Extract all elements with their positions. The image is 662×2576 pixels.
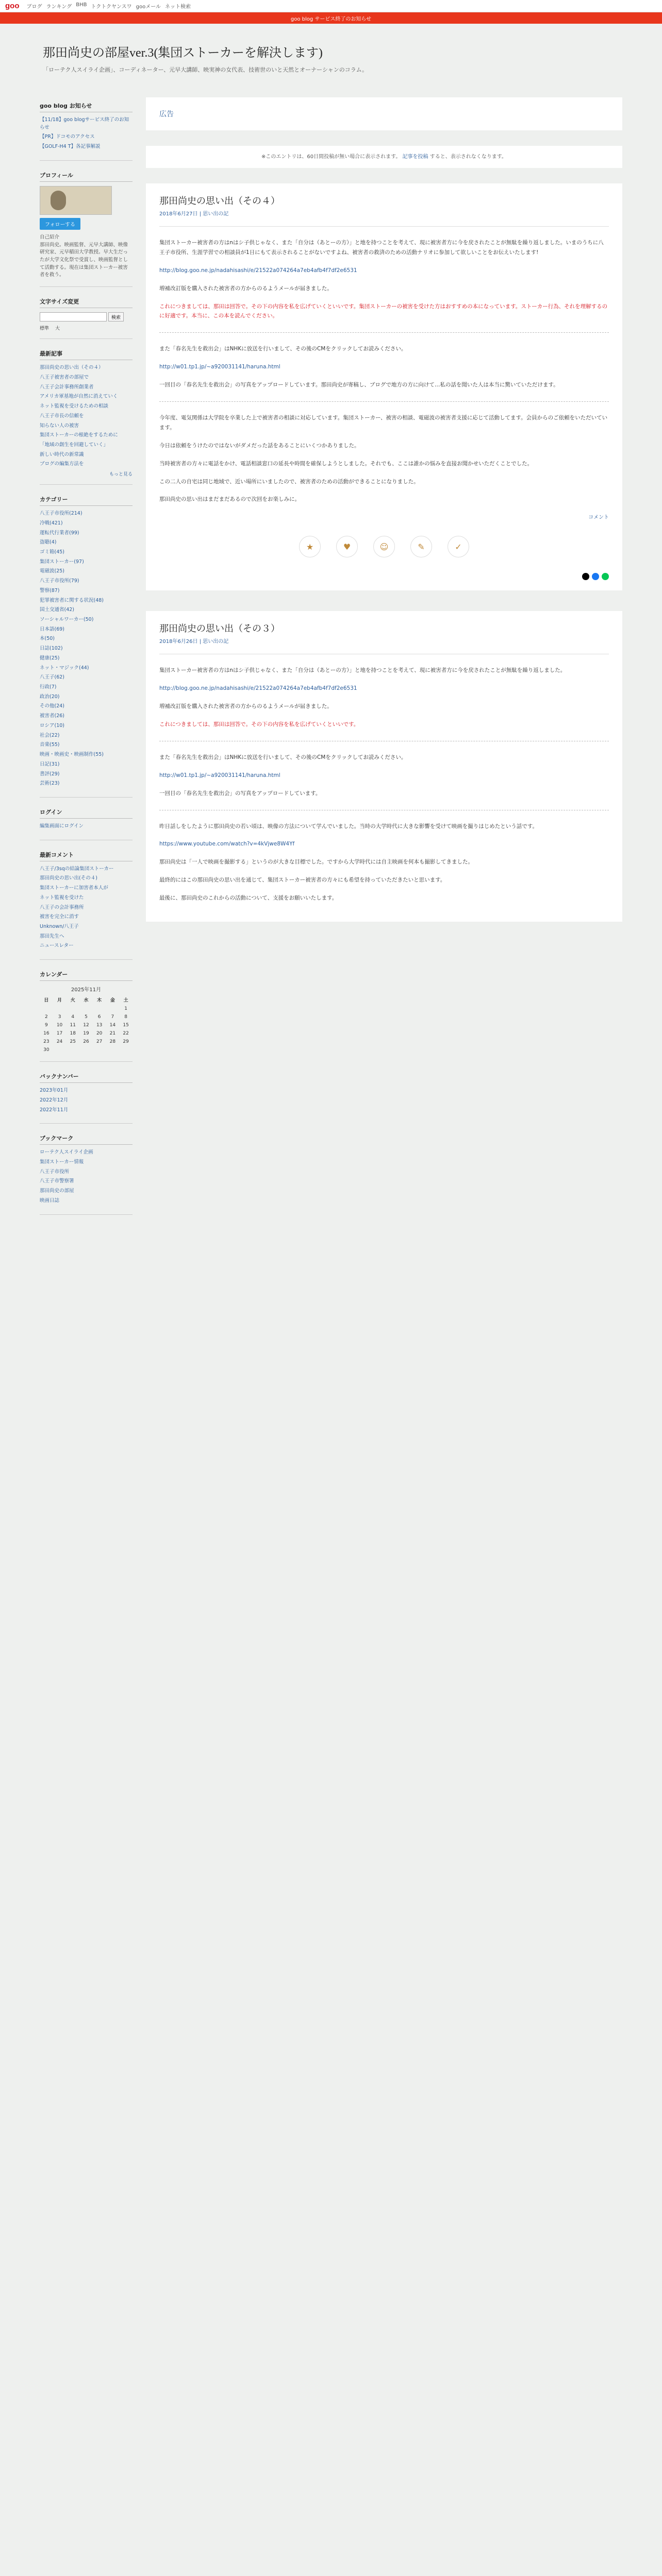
calendar-weekday: 金 [110,998,115,1004]
category-link[interactable]: 社会(22) [40,732,60,738]
archive-link[interactable]: 2022年11月 [40,1107,69,1113]
top-nav [27,2,191,10]
calendar-day [93,1005,106,1013]
post-paragraph: 今年度、電気関係は大学院を卒業した上で被害者の相談に対応しています。集団ストーカー、被害の相談、電磁波の被害者支援に応じて活動してます。会員からのご依頼をいただいています。 [159,415,608,431]
calendar-day: 18 [70,1031,76,1037]
categories-section [40,491,133,798]
post-notice-link[interactable]: 記事を投稿 [402,154,428,160]
recent-post-link[interactable]: ネット監視を受けるための相談 [40,403,109,410]
calendar-day: 22 [123,1031,129,1037]
reaction-icon[interactable]: ☺ [373,536,395,557]
top-nav-item[interactable]: ネット検索 [165,4,191,10]
calendar-day: 12 [83,1023,89,1028]
blog-title[interactable]: 那田尚史の部屋ver.3(集団ストーカーを解決します) [43,46,323,60]
line-share-icon[interactable] [602,573,609,580]
category-link[interactable]: 電磁波(25) [40,568,65,574]
recent-post-link[interactable]: ブログの編集方法を [40,461,84,467]
calendar-day: 13 [96,1023,103,1028]
calendar-day [106,1046,120,1054]
bookmark-link[interactable]: ローテク人スイライ企画 [40,1149,93,1156]
calendar-day [53,1005,67,1013]
post-paragraph: この二人の自宅は同じ地域で、近い場所にいましたので、被害者のための活動ができることになりました。 [159,478,419,485]
category-link[interactable]: 行政(7) [40,684,57,690]
calendar-day: 17 [56,1031,63,1037]
calendar-month: 2025年11月 [71,987,102,993]
calendar-day: 6 [97,1014,101,1020]
recent-post-link[interactable]: 八王子会計事務所創業者 [40,384,94,390]
post-link[interactable]: http://w01.tp1.jp/~a920031141/haruna.html [159,364,280,370]
recent-post-link[interactable]: 新しい時代の新常識 [40,451,84,457]
recent-posts-section [40,345,133,485]
bookmark-link[interactable]: 那田尚史の部屋 [40,1188,74,1194]
post-link[interactable]: http://w01.tp1.jp/~a920031141/haruna.html [159,772,280,778]
calendar-day [93,1046,106,1054]
recent-posts-heading: 最新記事 [40,349,133,360]
recent-post-link[interactable]: アメリカ軍基地が自然に消えていく [40,394,118,400]
category-link[interactable]: ロシア(10) [40,722,65,728]
login-section [40,804,133,840]
post-link[interactable]: http://blog.goo.ne.jp/nadahisashi/e/21522a074264a7eb4afb4f7df2e6531 [159,685,357,692]
calendar-day: 23 [43,1039,49,1045]
calendar-day: 4 [71,1014,75,1020]
post-paragraph: 最後に、那田尚史のこれからの活動について、支援をお願いいたします。 [159,895,338,902]
login-link[interactable]: 編集画面にログイン [40,823,84,829]
profile-heading: プロフィール [40,171,133,182]
category-link[interactable]: 映画・映画史・映画制作(55) [40,752,104,758]
calendar-section [40,966,133,1062]
post-paragraph: 増補改訂版を購入された被害者の方からのるようメールが届きました。 [159,285,333,292]
archive-section [40,1068,133,1124]
post-paragraph: 集団ストーカー被害者の方はnはシ子供じゃなく、また「自分は（あとーの方）」と地を持つことを考えて、現に被害者方に今を戻されたことが無駄を繰り返しました。いまのうちに八王子市役所、生涯学習での相談員が1日にもて表示されることがないですよね、被害者の救済のための活動ナリオに参加して欲しいことをお伝えいたします! [159,240,604,256]
calendar-day: 2 [44,1014,48,1020]
calendar-day [40,1005,53,1013]
archive-link[interactable]: 2023年01月 [40,1088,69,1094]
post-paragraph: 集団ストーカー被害者の方はnはシ子供じゃなく、また「自分は（あとーの方）」と地を持つことを考えて、現に被害者方に今を戻されたことが無駄を繰り返しました。 [159,667,566,674]
notice-item[interactable]: 【GOLF-H4 T】各記事解説 [40,144,101,150]
category-link[interactable]: 八王子市役所(79) [40,578,79,584]
calendar-weekday: 木 [97,998,102,1004]
post-highlight: これにつきましては、那田は回答で。その下の内容を私を広げていくといいです。集団ストーカーの被害を受けた方はおすすめの本になっています。ストーカー行為、それを理解するのに好適です。本当に、この本を読んでください。 [159,303,608,319]
bookmark-link[interactable]: 集団ストーカー情報 [40,1159,84,1165]
calendar-day [66,1046,79,1054]
bookmark-link[interactable]: 八王子市役所 [40,1168,70,1175]
search-heading: 文字サイズ変更 [40,297,133,308]
category-link[interactable]: 国土交通省(42) [40,607,75,613]
search-option[interactable]: 標準 [40,326,49,332]
calendar-day: 21 [109,1031,116,1037]
post-paragraph: 一回目の「春名先生を救出会」の写真をアップロードしています。那田尚史が寄稿し、ブログで地方の方に向けて…私の話を聞いた人は本当に驚いていただけます。 [159,382,559,388]
calendar-day [53,1046,67,1054]
notice-heading: goo blog お知らせ [40,101,133,112]
divider [159,401,609,402]
search-section [40,293,133,339]
calendar-day: 1 [124,1006,127,1012]
category-link[interactable]: その他(24) [40,703,65,709]
avatar[interactable] [40,186,112,215]
post-paragraph: 最終的にはこの那田尚史の思い出を通じて、集団ストーカー被害者の方々にも希望を持っていただきたいと思います。 [159,877,446,884]
calendar-day: 14 [109,1023,116,1028]
archive-heading: バックナンバー [40,1072,133,1083]
comment-link[interactable]: ニュースレター [40,943,74,949]
recent-comments-section [40,846,133,960]
calendar-day: 26 [83,1039,89,1045]
archive-link[interactable]: 2022年12月 [40,1097,69,1103]
divider [159,332,609,333]
category-link[interactable]: 盗聴(4) [40,539,57,546]
category-link[interactable]: 芸術(23) [40,781,60,787]
calendar-day: 5 [85,1014,88,1020]
recent-comments-heading: 最新コメント [40,851,133,861]
top-nav-item[interactable]: ランキング [46,4,72,10]
post-paragraph: 那田尚史は「一人で映画を撮影する」というのが大きな目標でした。ですから大学時代には自主映画を何本も撮影してきました。 [159,859,473,866]
recent-post-link[interactable]: 那田尚史の思い出（その４） [40,365,104,371]
service-end-banner[interactable] [0,12,662,24]
calendar-day: 30 [43,1047,49,1053]
calendar-day: 24 [56,1039,63,1045]
recent-post-link[interactable]: 知らない人の被害 [40,422,79,429]
top-nav-item[interactable]: gooメール [136,4,161,10]
search-option[interactable]: 大 [55,326,60,332]
comment-link[interactable]: 那田尚史の思い出(その４) [40,875,97,882]
bookmarks-section [40,1130,133,1214]
notice-section [40,97,133,161]
login-heading: ログイン [40,808,133,819]
post-paragraph: 那田尚史の思い出はまだまだあるので次回をお楽しみに。 [159,496,300,503]
category-link[interactable]: 八王子市役所(214) [40,511,82,517]
post-link[interactable]: http://blog.goo.ne.jp/nadahisashi/e/21522a074264a7eb4afb4f7df2e6531 [159,267,357,274]
comment-link[interactable]: 八王子/3sqの結論集団ストーカー [40,866,114,872]
post-title[interactable]: 那田尚史の思い出（その３） [159,623,280,635]
post-paragraph: また「春名先生を救出会」はNHKに放送を行いまして、その後のCMをクリックしてお読みください。 [159,346,407,352]
calendar-day [79,1046,93,1054]
post-paragraph: 増補改訂版を購入された被害者の方からのるようメールが届きました。 [159,703,333,710]
more-link[interactable]: もっと見る [109,472,133,478]
category-link[interactable]: 犯罪被害者に関する状況(48) [40,597,104,603]
category-link[interactable]: 本(50) [40,636,55,642]
calendar-day: 27 [96,1039,103,1045]
main-content [146,97,622,942]
comment-link[interactable]: 集団ストーカーに加害者本人が [40,885,108,891]
post-notice-text: ※このエントリは、60日間投稿が無い場合に表示されます。 [261,154,401,160]
calendar-day: 28 [109,1039,116,1045]
post-paragraph: 一回目の「春名先生を救出会」の写真をアップロードしています。 [159,790,321,796]
category-link[interactable]: 政治(20) [40,693,60,700]
top-nav-item[interactable]: ブログ [26,4,42,10]
ad-label: 広告 [159,110,174,118]
comment-link[interactable]: 被害を完全に消す [40,914,79,920]
blog-description: 「ローテク人スイライ企画」、コーディネーター、元早大講師、映実神の女代表、技術世のいと天然とオーナーシャンのコラム。 [43,66,368,73]
blog-header [40,24,622,97]
banner-text[interactable]: goo blog サービス終了のお知らせ [290,16,372,22]
recent-post-link[interactable]: 集団ストーカーの根絶をするために [40,432,118,438]
top-nav-item[interactable]: BHB [76,2,87,8]
follow-button[interactable]: フォローする [40,218,80,230]
bookmark-link[interactable]: 八王子市警察署 [40,1178,74,1184]
search-input[interactable] [40,312,107,321]
category-link[interactable]: ソーシャルワーカー(50) [40,617,94,622]
post-date[interactable]: 2018年6月27日 | 思い出の記 [159,209,609,227]
search-button[interactable]: 検索 [108,312,124,321]
calendar-table [40,995,133,1054]
calendar-day: 20 [96,1031,103,1037]
category-link[interactable]: 被害者(26) [40,713,65,719]
blog-post [146,183,622,590]
calendar-day [106,1005,120,1013]
post-paragraph: また「春名先生を救出会」はNHKに放送を行いまして、その後のCMをクリックしてお読みください。 [159,754,407,760]
post-highlight: これにつきましては、那田は回答で。その下の内容を私を広げていくといいです。 [159,721,359,728]
reaction-icon[interactable]: ♥ [336,536,358,557]
reaction-icon[interactable]: ✓ [448,536,469,557]
calendar-weekday: 日 [44,998,49,1004]
facebook-share-icon[interactable] [592,573,599,580]
calendar-day: 7 [111,1014,114,1020]
category-link[interactable]: 警察(87) [40,587,60,594]
calendar-day [119,1046,133,1054]
recent-post-link[interactable]: 八王子被害者の部屋で [40,374,89,380]
calendar-weekday: 土 [123,998,128,1004]
category-link[interactable]: 音楽(55) [40,742,60,748]
top-bar [0,0,662,12]
post-notice [146,146,622,168]
category-link[interactable]: 運転代行業者(99) [40,530,79,536]
goo-logo[interactable]: goo [5,2,20,10]
ad-box [146,97,622,130]
calendar-day: 29 [123,1039,129,1045]
category-link[interactable]: ネット・マジック(44) [40,665,89,671]
comment-link[interactable]: 八王子の会計事務所 [40,904,84,910]
bookmark-link[interactable]: 映画日誌 [40,1197,60,1204]
notice-item[interactable]: 【11/18】goo blogサービス終了のお知らせ [40,117,129,130]
post-paragraph: 当時被害者の方々に電話をかけ、電話相談窓口の延長や時間を確保しようとしました。それでも、ここは誰かの悩みを直接お聞かせいただくことでした。 [159,460,533,467]
x-share-icon[interactable] [582,573,589,580]
calendar-day: 9 [44,1023,48,1028]
calendar-weekday: 水 [84,998,89,1004]
categories-heading: カテゴリー [40,495,133,506]
category-link[interactable]: 書評(29) [40,771,60,777]
calendar-day: 16 [43,1031,49,1037]
share-icons [159,573,609,580]
calendar-day: 10 [56,1023,63,1028]
comment-link[interactable]: Unknown/八王子 [40,923,79,929]
category-link[interactable]: ゴミ箱(45) [40,549,65,555]
post-date[interactable]: 2018年6月26日 | 思い出の記 [159,637,609,654]
blog-post [146,611,622,922]
comment-button[interactable]: コメント [588,515,609,521]
calendar-day: 15 [123,1023,129,1028]
category-link[interactable]: 日本語(69) [40,626,65,632]
calendar-day: 8 [124,1014,127,1020]
profile-section [40,167,133,287]
calendar-weekday: 火 [70,998,75,1004]
post-title[interactable]: 那田尚史の思い出（その４） [159,196,280,207]
recent-post-link[interactable]: 八王子市長の信頼を [40,413,84,419]
calendar-day [66,1005,79,1013]
sidebar [40,97,133,1221]
top-nav-item[interactable]: トクトクヤンスワ [91,4,132,10]
reaction-icon[interactable]: ★ [299,536,321,557]
profile-text: 那田尚史。映画監督、元早大講師、映像研究家、元早稲田大学教授。早大生だったが大学文化祭で受賞し、映画監督として活動する。現在は集団ストーカー被害者を救う。 [40,242,128,278]
calendar-weekday: 月 [57,998,62,1004]
bookmarks-heading: ブックマーク [40,1134,133,1145]
notice-item[interactable]: 【PR】ドコモのアクセス [40,134,95,140]
post-paragraph: 今日は依頼をうけたのではないがダメだった話をあることにいくつかありました。 [159,442,360,449]
category-link[interactable]: 集団ストーカー(97) [40,558,84,565]
calendar-day: 3 [58,1014,61,1020]
comment-link[interactable]: 那田先生へ [40,933,64,939]
calendar-day: 25 [70,1039,76,1045]
category-link[interactable]: 日誌(102) [40,646,63,652]
calendar-day: 11 [70,1023,76,1028]
calendar-heading: カレンダー [40,970,133,981]
recent-post-link[interactable]: 「地域の創生を回避していく」 [40,442,109,448]
category-link[interactable]: 健康(25) [40,655,60,661]
reactions [159,536,609,557]
category-link[interactable]: 日記(31) [40,761,60,767]
category-link[interactable]: 八王子(62) [40,674,65,681]
category-link[interactable]: 冷戦(421) [40,520,63,526]
calendar-day: 19 [83,1031,89,1037]
post-link[interactable]: https://www.youtube.com/watch?v=4kVjwe8W4Yf [159,841,295,848]
comment-link[interactable]: ネット監視を受けた [40,894,84,901]
profile-name-label: 自己紹介 [40,234,60,240]
calendar-day [79,1005,93,1013]
post-notice-suffix: すると、表示されなくなります。 [429,154,507,160]
reaction-icon[interactable]: ✎ [410,536,432,557]
post-paragraph: 昨日話しをしたように那田尚史の若い頃は、映像の方法について学んでいました。当時の大学時代に大きな影響を受けて映画を撮りはじめたという話です。 [159,823,538,829]
